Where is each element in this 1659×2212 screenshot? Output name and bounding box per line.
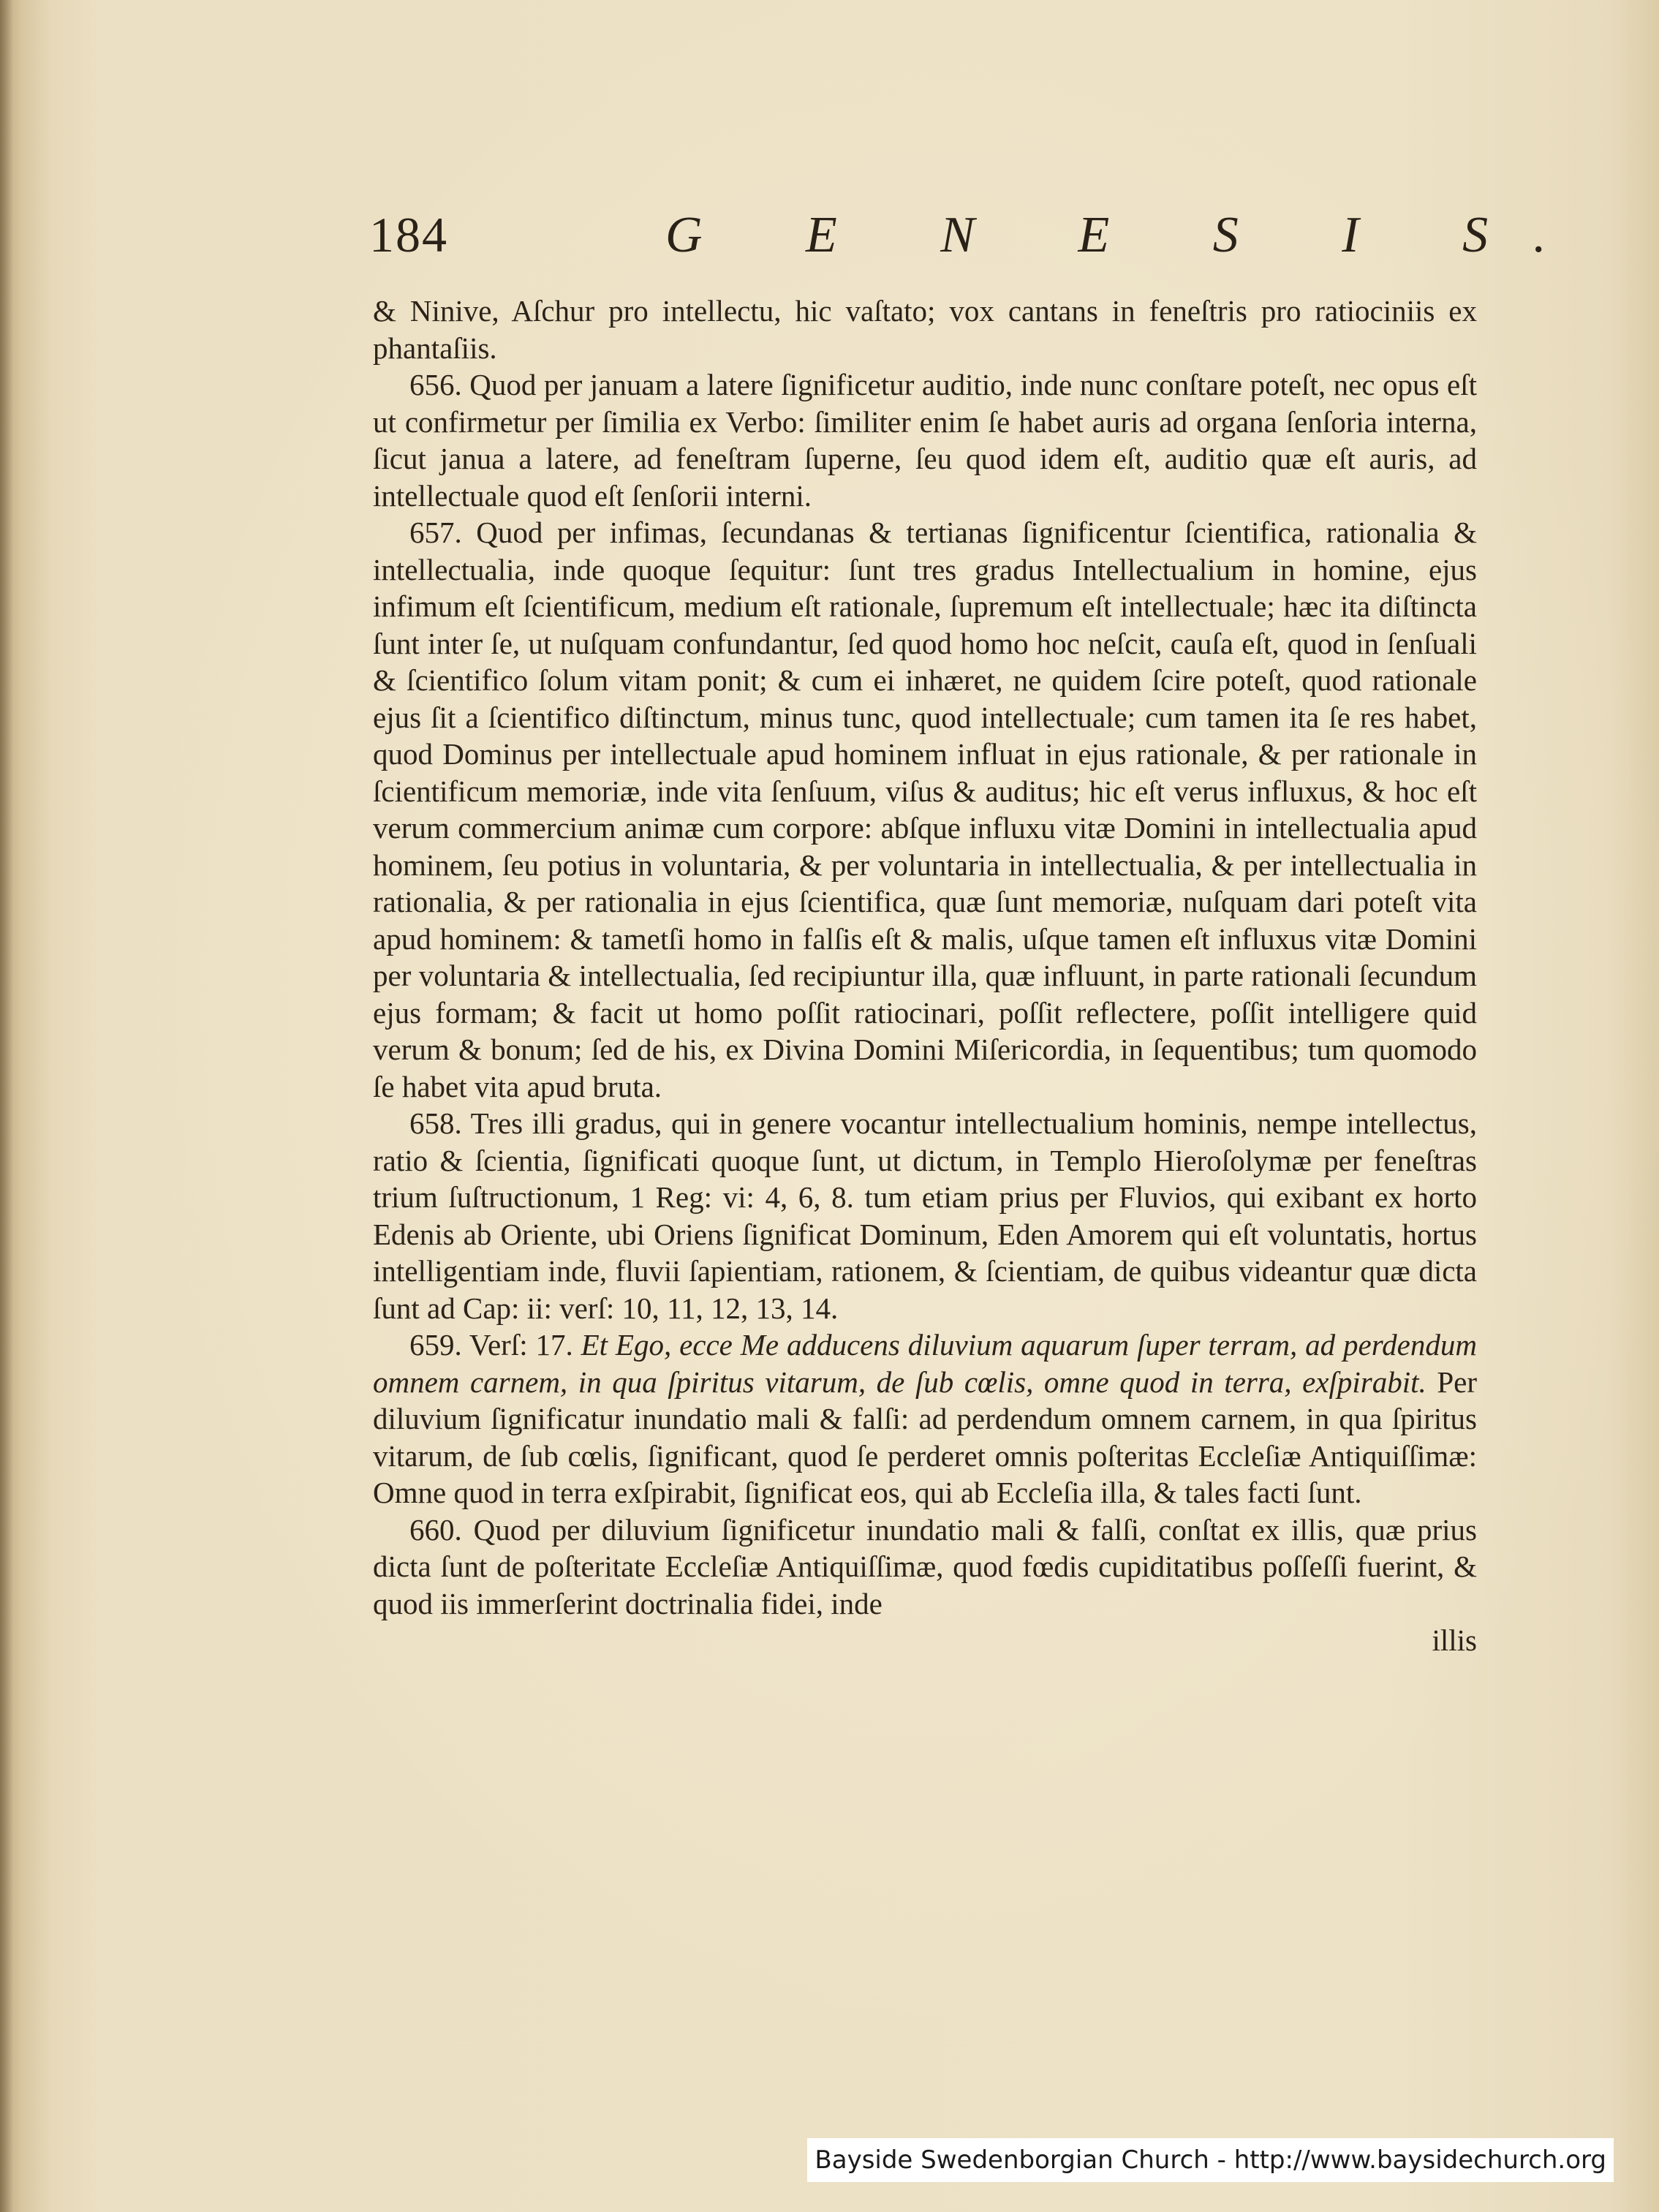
- paragraph-text: & Ninive, Aſchur pro intellectu, hic vaſtato; vox cantans in feneſtris pro ratiociniis ex phantaſiis.: [373, 294, 1477, 365]
- paragraph-text: Quod per januam a latere ſignificetur auditio, inde nunc conſtare poteſt, nec opus eſt ut confirmetur per ſimilia ex Verbo: ſimiliter enim ſe habet auris ad organa ſenſoria interna, ſicut janua a latere, ad feneſtram ſuperne, ſeu quod idem eſt, auditio quæ eſt auris, ad intellectuale quod eſt ſenſorii interni.: [373, 368, 1477, 513]
- paragraph-number: 658.: [409, 1106, 462, 1140]
- text-block: [373, 292, 1477, 1659]
- paragraph-number: 656.: [409, 368, 462, 401]
- verse-quotation: Et Ego, ecce Me adducens diluvium aquarum ſuper terram, ad perdendum omnem carnem, in qua ſpiritus vitarum, de ſub cœlis, omne quod in terra, exſpirabit.: [373, 1328, 1477, 1399]
- paragraph-number: 657.: [409, 516, 462, 549]
- gutter-shadow: [0, 0, 13, 2212]
- catchword: illis: [1432, 1623, 1477, 1657]
- paragraph-text: Tres illi gradus, qui in genere vocantur intellectualium hominis, nempe intellectus, ratio & ſcientia, ſignificati quoque ſunt, ut dictum, in Templo Hieroſolymæ per feneſtras trium ſuſtructionum, 1 Reg: vi: 4, 6, 8. tum etiam prius per Fluvios, qui exibant ex horto Edenis ab Oriente, ubi Oriens ſignificat Dominum, Eden Amorem qui eſt voluntatis, hortus intelligentiam inde, fluvii ſapientiam, rationem, & ſcientiam, de quibus videantur quæ dicta ſunt ad Cap: ii: verſ: 10, 11, 12, 13, 14.: [373, 1106, 1477, 1325]
- paragraph-text: Quod per infimas, ſecundanas & tertianas ſignificentur ſcientifica, rationalia & intellectualia, inde quoque ſequitur: ſunt tres gradus Intellectualium in homine, ejus infimum eſt ſcientificum, medium eſt rationale, ſupremum eſt intellectuale; hæc ita diſtincta ſunt inter ſe, ut nuſquam confundantur, ſed quod homo hoc neſcit, cauſa eſt, quod in ſenſuali & ſcientifico ſolum vitam ponit; & cum ei inhæret, ne quidem ſcire poteſt, quod rationale ejus ſit a ſcientifico diſtinctum, minus tunc, quod intellectuale; cum tamen ita ſe res habet, quod Dominus per intellectuale apud hominem influat in ejus rationale, & per rationale in ſcientificum memoriæ, inde vita ſenſuum, viſus & auditus; hic eſt verus influxus, & hoc eſt verum commercium animæ cum corpore: abſque influxu vitæ Domini in intellectualia apud hominem, ſeu potius in voluntaria, & per voluntaria in intellectualia, & per intellectualia in rationalia, & per rationalia in ejus ſcientifica, quæ ſunt memoriæ, nuſquam dari poteſt vita apud hominem: & tametſi homo in falſis eſt & malis, uſque tamen eſt influxus vitæ Domini per voluntaria & intellectualia, ſed recipiuntur illa, quæ influunt, in parte rationali ſecundum ejus formam; & facit ut homo poſſit ratiocinari, poſſit reflectere, poſſit intelligere quid verum & bonum; ſed de his, ex Divina Domini Miſericordia, in ſequentibus; tum quomodo ſe habet vita apud bruta.: [373, 516, 1477, 1103]
- paragraph-number: 660.: [409, 1512, 462, 1547]
- paragraph-number: 659.: [409, 1328, 462, 1362]
- page-number: 184: [369, 207, 448, 263]
- running-head: [369, 192, 1592, 272]
- paragraph-660: [373, 1511, 1477, 1623]
- verse-reference: Verſ: 17.: [461, 1328, 581, 1362]
- paragraph-continuation: [373, 292, 1477, 366]
- book-title: G E N E S I S.: [665, 207, 1592, 263]
- paragraph-text: Quod per diluvium ſignificetur inundatio mali & falſi, conſtat ex illis, quæ prius dicta ſunt de poſteritate Eccleſiæ Antiquiſſimæ, quod fœdis cupiditatibus poſſeſſi fuerint, & quod iis immerſerint doctrinalia fidei, inde: [373, 1512, 1477, 1620]
- paragraph-659: [373, 1326, 1477, 1511]
- paragraph-658: [373, 1105, 1477, 1326]
- paragraph-656: [373, 366, 1477, 514]
- paragraph-657: [373, 514, 1477, 1105]
- watermark-caption: Bayside Swedenborgian Church - http://www.baysidechurch.org: [807, 2138, 1614, 2182]
- paragraph-text: Per diluvium ſignificatur inundatio mali & falſi: ad perdendum omnem carnem, in qua ſpiritus vitarum, de ſub cœlis, ſignificant, quod ſe perderet omnis poſteritas Eccleſiæ Antiquiſſimæ: Omne quod in terra exſpirabit, ſignificat eos, qui ab Eccleſia illa, & tales facti ſunt.: [373, 1364, 1477, 1509]
